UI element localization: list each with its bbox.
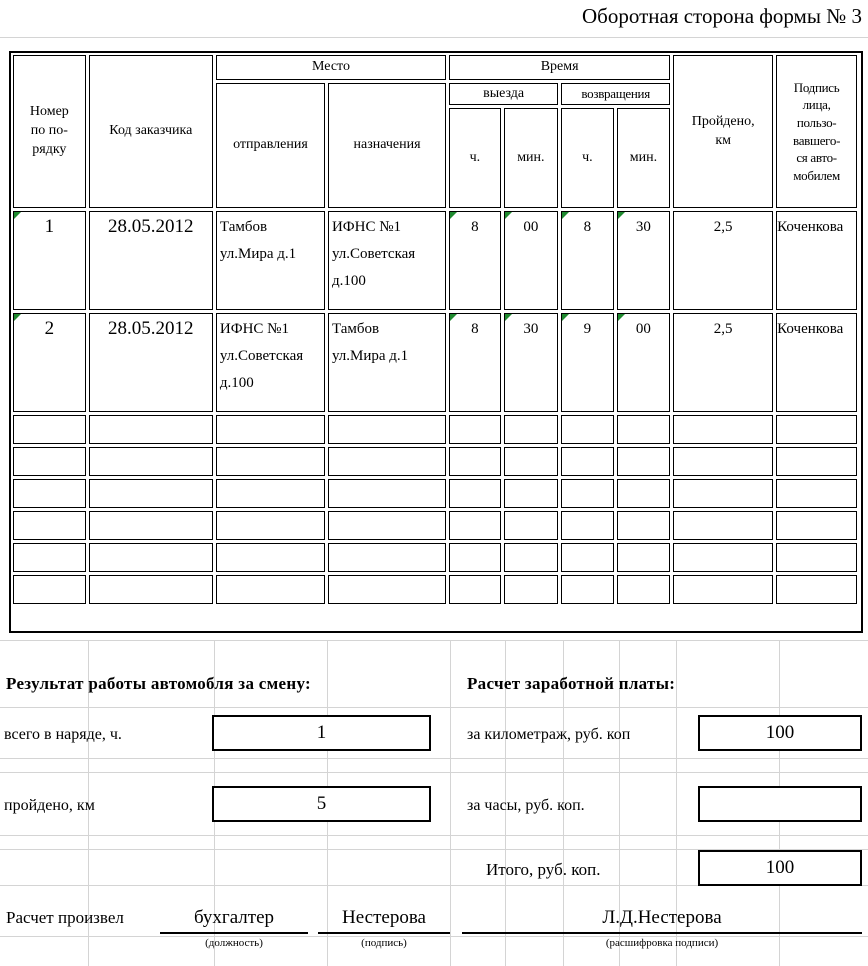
row-number: 1 bbox=[44, 216, 55, 237]
salary-heading: Расчет заработной платы: bbox=[467, 674, 676, 693]
header-dep-hours: ч. bbox=[449, 108, 501, 208]
empty-row bbox=[13, 415, 857, 444]
row-dep-minutes: 30 bbox=[523, 321, 539, 337]
row-signer: Коченкова bbox=[776, 211, 857, 310]
row-dep-hours: 8 bbox=[471, 321, 479, 337]
row-dep-hours: 8 bbox=[471, 219, 479, 235]
signature-caption: (подпись) bbox=[361, 937, 407, 949]
signature-value: Нестерова bbox=[342, 907, 426, 928]
header-departure: выезда bbox=[449, 83, 558, 105]
row-ret-hours: 9 bbox=[583, 321, 592, 337]
row-distance: 2,5 bbox=[673, 313, 773, 412]
header-destination: назначения bbox=[328, 83, 446, 208]
header-dep-minutes: мин. bbox=[504, 108, 559, 208]
name-value: Л.Д.Нестерова bbox=[602, 907, 722, 928]
row-number: 2 bbox=[44, 318, 55, 339]
trip-log-table bbox=[9, 51, 863, 633]
total-hours-label: всего в наряде, ч. bbox=[4, 726, 122, 743]
form-title: Оборотная сторона формы № 3 bbox=[582, 4, 862, 28]
mileage-label: за километраж, руб. коп bbox=[467, 726, 631, 743]
row-ret-minutes: 00 bbox=[635, 321, 651, 337]
row-ret-hours: 8 bbox=[583, 219, 592, 235]
empty-row bbox=[13, 447, 857, 476]
row-from: Тамбов ул.Мира д.1 bbox=[216, 211, 325, 310]
table-row bbox=[13, 313, 857, 412]
signoff-label: Расчет произвел bbox=[6, 908, 124, 927]
empty-row bbox=[13, 511, 857, 540]
header-ret-hours: ч. bbox=[561, 108, 614, 208]
header-place: Место bbox=[216, 55, 446, 80]
name-caption: (расшифровка подписи) bbox=[605, 937, 719, 949]
result-heading: Результат работы автомобля за смену: bbox=[6, 674, 311, 693]
header-departure-place: отправления bbox=[216, 83, 325, 208]
hours-pay-label: за часы, руб. коп. bbox=[467, 797, 585, 814]
distance-label: пройдено, км bbox=[4, 797, 95, 814]
row-from: ИФНС №1 ул.Советская д.100 bbox=[216, 313, 325, 412]
header-time: Время bbox=[449, 55, 670, 80]
empty-row bbox=[13, 543, 857, 572]
header-ret-minutes: мин. bbox=[617, 108, 671, 208]
header-number: Номер по по- рядку bbox=[13, 55, 86, 208]
header-return: возвращения bbox=[561, 83, 670, 105]
position-value: бухгалтер bbox=[193, 907, 275, 928]
salary-total-field[interactable]: 100 bbox=[698, 850, 862, 886]
hours-pay-field[interactable] bbox=[698, 786, 862, 822]
mileage-pay-field[interactable]: 100 bbox=[698, 715, 862, 751]
row-distance: 2,5 bbox=[673, 211, 773, 310]
header-signature: Подпись лица, пользо- вавшего- ся авто- мобилем bbox=[776, 55, 857, 208]
total-hours-field[interactable]: 1 bbox=[212, 715, 431, 751]
row-dep-minutes: 00 bbox=[523, 219, 539, 235]
table-row bbox=[13, 211, 857, 310]
empty-row bbox=[13, 575, 857, 604]
row-to: ИФНС №1 ул.Советская д.100 bbox=[328, 211, 446, 310]
position-caption: (должность) bbox=[205, 937, 263, 949]
salary-total-label: Итого, руб. коп. bbox=[486, 860, 601, 879]
distance-field[interactable]: 5 bbox=[212, 786, 431, 822]
header-distance: Пройдено, км bbox=[673, 55, 773, 208]
row-ret-minutes: 30 bbox=[635, 219, 651, 235]
row-date: 28.05.2012 bbox=[89, 313, 213, 412]
empty-row bbox=[13, 479, 857, 508]
row-to: Тамбов ул.Мира д.1 bbox=[328, 313, 446, 412]
header-customer-code: Код заказчика bbox=[89, 55, 213, 208]
row-signer: Коченкова bbox=[776, 313, 857, 412]
row-date: 28.05.2012 bbox=[89, 211, 213, 310]
